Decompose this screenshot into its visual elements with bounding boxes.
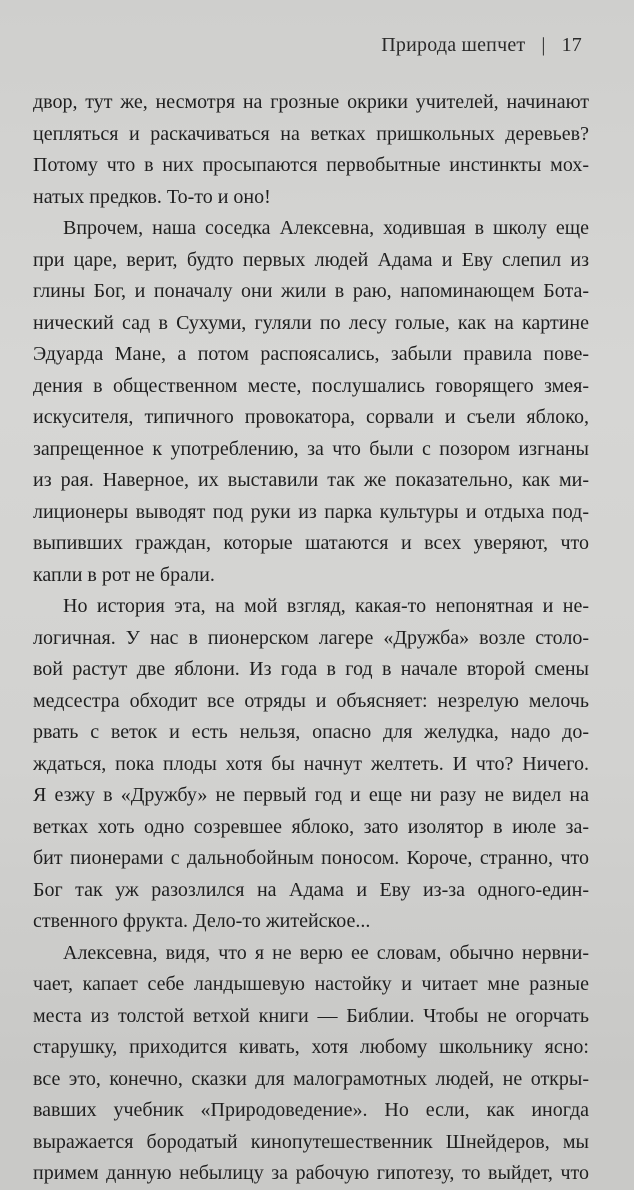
body-text <box>33 87 589 1190</box>
text-line: нический сад в Сухуми, гуляли по лесу голые, как на картине <box>33 311 589 334</box>
text-line: натых предков. То-то и оно! <box>33 185 271 208</box>
text-line: ждаться, пока плоды хотя бы начнут желтеть. И что? Ничего. <box>33 752 589 775</box>
text-line: лиционеры выводят под руки из парка культуры и отдыха под- <box>33 500 589 523</box>
text-line: бит пионерами с дальнобойным поносом. Короче, странно, что <box>33 847 589 869</box>
text-line: ветках хоть одно созревшее яблоко, зато изолятор в июле за- <box>33 815 589 838</box>
text-line: двор, тут же, несмотря на грозные окрики учителей, начинают <box>33 91 589 113</box>
text-line: искусителя, типичного провокатора, сорвали и съели яблоко, <box>33 406 589 428</box>
text-line: примем данную небылицу за рабочую гипотезу, то выйдет, что <box>33 1162 589 1184</box>
text-line: рвать с веток и есть нельзя, опасно для желудка, надо до- <box>33 721 589 743</box>
text-line: из рая. Наверное, их выставили так же показательно, как ми- <box>33 469 589 491</box>
text-line: выпивших граждан, которые шатаются и всех уверяют, что <box>33 532 589 554</box>
running-header-separator: | <box>541 34 546 56</box>
text-line: Я езжу в «Дружбу» не первый год и еще ни разу не видел на <box>33 784 589 806</box>
text-line: глины Бог, и поначалу они жили в раю, напоминающем Бота- <box>33 280 589 302</box>
text-line: Бог так уж разозлился на Адама и Еву из-за одного-един- <box>33 878 589 901</box>
text-line: капли в рот не брали. <box>33 563 215 586</box>
text-line: ственного фрукта. Дело-то житейское... <box>33 910 371 932</box>
text-line: логичная. У нас в пионерском лагере «Дружба» возле столо- <box>33 626 589 649</box>
text-line: цепляться и раскачиваться на ветках пришкольных деревьев? <box>33 122 589 145</box>
text-line: вавших учебник «Природоведение». Но если, как иногда <box>33 1099 589 1121</box>
text-line: Впрочем, наша соседка Алексевна, ходившая в школу еще <box>63 217 589 239</box>
text-line: Алексевна, видя, что я не верю ее словам, обычно нервни- <box>63 941 589 964</box>
text-line: старушку, приходится кивать, хотя любому школьнику ясно: <box>33 1036 589 1058</box>
text-line: Но история эта, на мой взгляд, какая-то непонятная и не- <box>63 595 589 617</box>
text-line: медсестра обходит все отряды и объясняет: незрелую мелочь <box>33 689 589 712</box>
text-line: выражается бородатый кинопутешественник Шнейдеров, мы <box>33 1130 589 1153</box>
text-line: чает, капает себе ландышевую настойку и читает мне разные <box>33 973 589 995</box>
text-line: запрещенное к употреблению, за что были с позором изгнаны <box>33 437 589 460</box>
text-line: дения в общественном месте, послушались говорящего змея- <box>33 374 589 397</box>
running-header <box>381 34 582 57</box>
text-line: Эдуарда Мане, а потом распоясались, забыли правила пове- <box>33 343 589 365</box>
text-line: места из толстой ветхой книги — Библии. Чтобы не огорчать <box>33 1004 589 1027</box>
text-line: при царе, верит, будто первых людей Адама и Еву слепил из <box>33 248 589 271</box>
page-number: 17 <box>561 34 582 56</box>
text-line: вой растут две яблони. Из года в год в начале второй смены <box>33 658 589 680</box>
text-line: Потому что в них просыпаются первобытные инстинкты мох- <box>33 154 589 176</box>
running-header-title: Природа шепчет <box>381 34 526 56</box>
text-line: все это, конечно, сказки для малограмотных людей, не откры- <box>33 1067 589 1090</box>
